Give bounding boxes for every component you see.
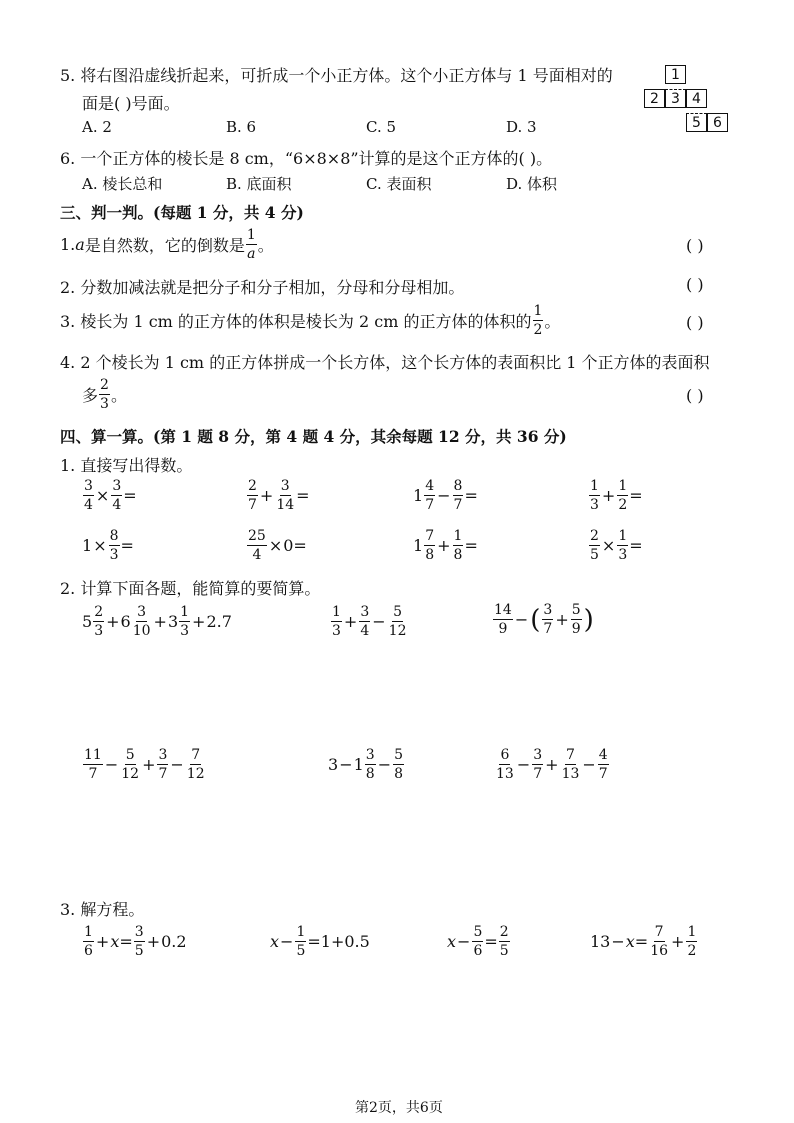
cube-net-figure: [641, 62, 737, 136]
oral-calc-8: $\frac{2}{5}$ × $\frac{1}{3}$ =: [590, 528, 643, 563]
oral-calc-5: 1 × $\frac{8}{3}$ =: [82, 528, 134, 563]
net-face-5: 5: [686, 113, 707, 132]
judge-q4-line2: 多 $\frac{2}{3}$ 。: [82, 377, 127, 412]
net-face-4: 4: [686, 89, 707, 108]
q6-option-a[interactable]: A. 棱长总和: [82, 175, 163, 193]
q5-option-d[interactable]: D. 3: [506, 118, 537, 136]
simplify-calc-4: $\frac{11}{7}$ − $\frac{5}{12}$ + $\frac{3}{7}$ − $\frac{7}{12}$: [84, 747, 205, 782]
net-face-6: 6: [707, 113, 728, 132]
oral-calc-2: $\frac{2}{7}$ + $\frac{3}{14}$ =: [248, 478, 310, 513]
net-face-1: 1: [665, 65, 686, 84]
q6-line1: 6. 一个正方体的棱长是 8 cm，“6×8×8”计算的是这个正方体的( )。: [60, 149, 553, 168]
section-calc-heading: 四、算一算。(第 1 题 8 分，第 4 题 4 分，其余每题 12 分，共 36 分): [60, 427, 567, 446]
equation-2: x − $\frac{1}{5}$ = 1+0.5: [270, 924, 370, 959]
simplify-calc-1: 5 $\frac{2}{3}$ + 6 $\frac{3}{10}$ + 3 $\frac{1}{3}$ + 2.7: [82, 604, 232, 639]
judge-q3: 3. 棱长为 1 cm 的正方体的体积是棱长为 2 cm 的正方体的体积的 $\frac{1}{2}$ 。: [60, 303, 561, 338]
simplify-calc-3: $\frac{14}{9}$ − ( $\frac{3}{7}$ + $\frac{5}{9}$ ): [494, 602, 594, 637]
fraction: $\frac{2}{3}$: [100, 377, 109, 412]
q5-line1: 5. 将右图沿虚线折起来，可折成一个小正方体。这个小正方体与 1 号面相对的: [60, 66, 613, 85]
q5-option-a[interactable]: A. 2: [82, 118, 112, 136]
calc-q1-title: 1. 直接写出得数。: [60, 456, 193, 475]
fraction: $\frac{1}{a}$: [246, 227, 256, 262]
calc-q2-title: 2. 计算下面各题，能简算的要简算。: [60, 579, 321, 598]
net-face-3: 3: [665, 89, 686, 108]
judge-q4-answer-blank[interactable]: ( ): [686, 386, 704, 405]
equation-3: x − $\frac{5}{6}$ = $\frac{2}{5}$: [447, 924, 509, 959]
q6-option-c[interactable]: C. 表面积: [366, 175, 432, 193]
judge-q2: 2. 分数加减法就是把分子和分子相加，分母和分母相加。: [60, 278, 465, 297]
oral-calc-6: $\frac{25}{4}$ × 0 =: [248, 528, 307, 563]
q6-option-b[interactable]: B. 底面积: [226, 175, 292, 193]
simplify-calc-6: $\frac{6}{13}$ − $\frac{3}{7}$ + $\frac{7}{13}$ − $\frac{4}{7}$: [496, 747, 608, 782]
judge-q1: 1. a 是自然数，它的倒数是 $\frac{1}{a}$ 。: [60, 227, 274, 262]
simplify-calc-2: $\frac{1}{3}$ + $\frac{3}{4}$ − $\frac{5}{12}$: [332, 604, 407, 639]
simplify-calc-5: 3 − 1 $\frac{3}{8}$ − $\frac{5}{8}$: [328, 747, 404, 782]
oral-calc-1: $\frac{3}{4}$ × $\frac{3}{4}$ =: [84, 478, 137, 513]
oral-calc-3: 1 $\frac{4}{7}$ − $\frac{8}{7}$ =: [413, 478, 478, 513]
fraction: $\frac{1}{2}$: [533, 303, 543, 338]
section-judge-heading: 三、判一判。(每题 1 分，共 4 分): [60, 203, 304, 222]
oral-calc-7: 1 $\frac{7}{8}$ + $\frac{1}{8}$ =: [413, 528, 478, 563]
net-face-2: 2: [644, 89, 665, 108]
judge-q3-answer-blank[interactable]: ( ): [686, 313, 704, 332]
equation-1: $\frac{1}{6}$ + x = $\frac{3}{5}$ + 0.2: [84, 924, 187, 959]
page-number: 第2页，共6页: [355, 1100, 443, 1116]
oral-calc-4: $\frac{1}{3}$ + $\frac{1}{2}$ =: [590, 478, 643, 513]
q5-line2: 面是( )号面。: [82, 94, 180, 113]
judge-q1-answer-blank[interactable]: ( ): [686, 236, 704, 255]
judge-q4-line1: 4. 2 个棱长为 1 cm 的正方体拼成一个长方体，这个长方体的表面积比 1 个正方体的表面积: [60, 353, 710, 372]
q5-option-b[interactable]: B. 6: [226, 118, 257, 136]
q6-option-d[interactable]: D. 体积: [506, 175, 558, 193]
calc-q3-title: 3. 解方程。: [60, 900, 145, 919]
equation-4: 13 − x = $\frac{7}{16}$ + $\frac{1}{2}$: [590, 924, 697, 959]
q5-option-c[interactable]: C. 5: [366, 118, 397, 136]
judge-q2-answer-blank[interactable]: ( ): [686, 275, 704, 294]
